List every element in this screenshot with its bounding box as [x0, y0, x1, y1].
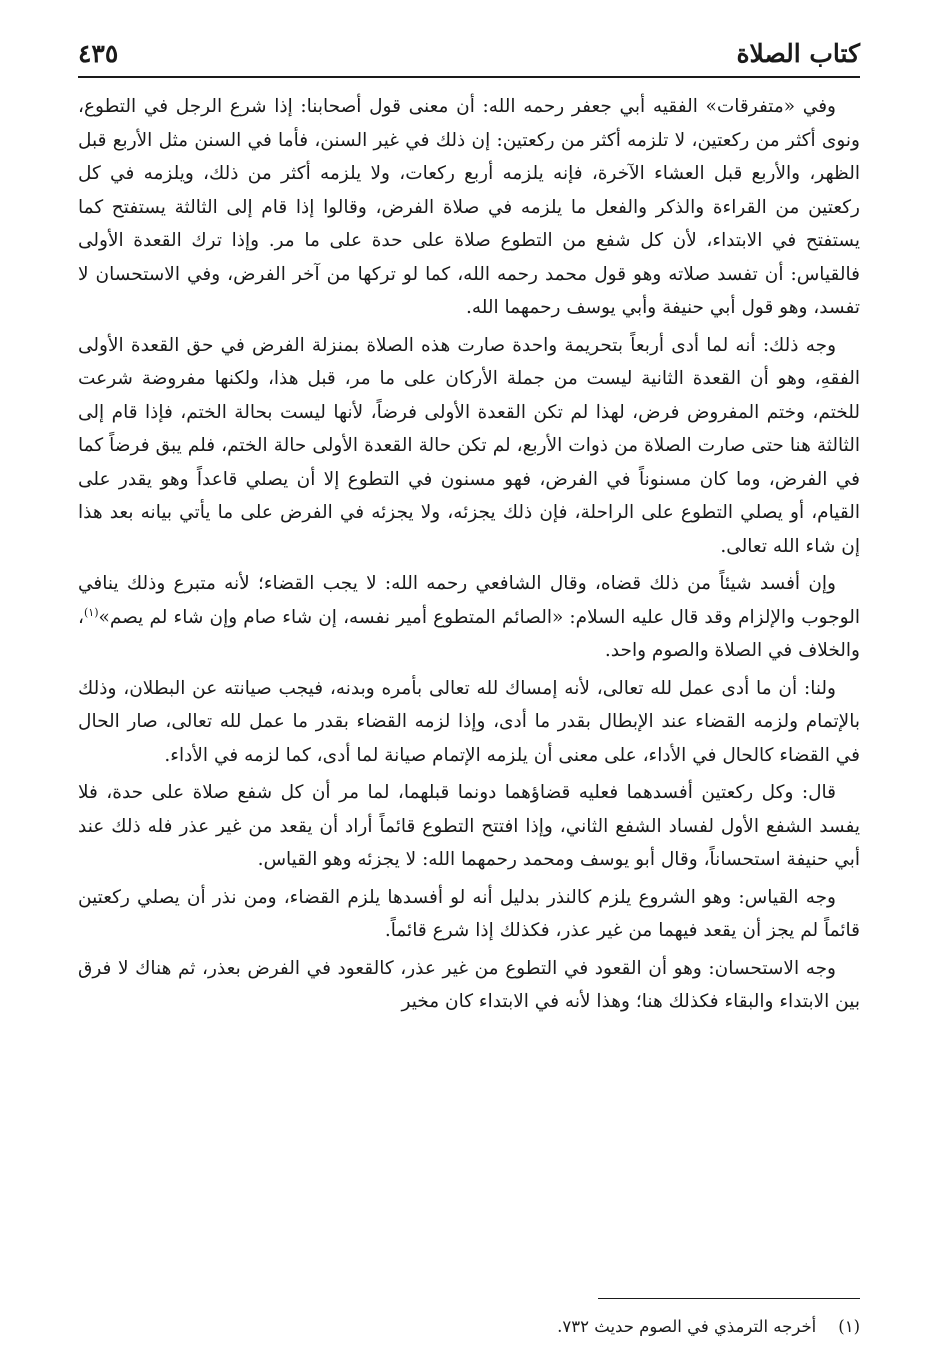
paragraph-7: وجه الاستحسان: وهو أن القعود في التطوع من غير عذر، كالقعود في الفرض بعذر، ثم هناك لا فرق بين الابتداء والبقاء فكذلك هنا؛ وهذا لأنه في الابتداء كان مخير: [78, 957, 860, 1012]
paragraph-3-text: وإن أفسد شيئاً من ذلك قضاه، وقال الشافعي رحمه الله: لا يجب القضاء؛ لأنه متبرع وذلك ينافي الوجوب والإلزام وقد قال عليه السلام: «الصائم المتطوع أمير نفسه، إن شاء صام وإن شاء لم يصم»: [78, 573, 860, 628]
footnote: [557, 1314, 860, 1340]
page-header: [78, 28, 860, 72]
paragraph-2: وجه ذلك: أنه لما أدى أربعاً بتحريمة واحدة صارت هذه الصلاة بمنزلة الفرض في حق القعدة الأولى الفقهِ، وهو أن القعدة الثانية ليست من جملة الأركان على ما مر، قبل هذا، ولكنها مفروضة شرعت للختم، وختم المفروض فرض، لهذا لم تكن القعدة الأولى فرضاً، لأنها ليست بحالة الختم، فإذا قام إلى الثالثة هنا حتى صارت الصلاة من ذوات الأربع، لم تكن حالة القعدة الأولى حالة الختم، فلم يبق فرضاً كما في الفرض، وما كان مسنوناً في الفرض، فهو مسنون في التطوع إلا أن يصلي قاعداً وهو يقدر على القيام، أو يصلي التطوع على الراحلة، فإن ذلك يجزئه، ولا يجزئه في الفرض على ما يأتي بيانه بعد هذا إن شاء الله تعالى.: [78, 334, 860, 557]
footnote-number: (١): [838, 1317, 860, 1336]
paragraph-5: قال: وكل ركعتين أفسدهما فعليه قضاؤهما دونما قبلهما، لما مر أن كل شفع صلاة على حدة، فلا يفسد الشفع الأول لفساد الشفع الثاني، وإذا افتتح التطوع قائماً أراد أن يقعد من غير عذر فله ذلك عند أبي حنيفة استحساناً، وقال أبو يوسف ومحمد رحمهما الله: لا يجزئه وهو القياس.: [78, 782, 860, 870]
header-rule: [78, 76, 860, 78]
paragraph-3: [78, 567, 860, 668]
paragraph-6: وجه القياس: وهو الشروع يلزم كالنذر بدليل أنه لو أفسدها يلزم القضاء، ومن نذر أن يصلي ركعتين قائماً لم يجز أن يقعد فيهما من غير عذر، فكذلك إذا شرع قائماً.: [78, 886, 860, 941]
footnote-text: أخرجه الترمذي في الصوم حديث ٧٣٢.: [557, 1317, 817, 1336]
footnote-reference[interactable]: (١): [83, 605, 99, 619]
page-number: ٤٣٥: [78, 39, 119, 68]
book-page: [78, 28, 860, 1348]
paragraph-4: ولنا: أن ما أدى عمل لله تعالى، لأنه إمساك لله تعالى بأمره وبدنه، فيجب صيانته عن البطلان، وذلك بالإتمام ولزمه القضاء عند الإبطال بقدر ما أدى، وإذا لزمه القضاء بقدر ما عمل لله تعالى، صار الحال في القضاء كالحال في الأداء، على معنى أن يلزمه الإتمام صيانة لما أدى، كما لزمه في الأداء.: [78, 677, 860, 766]
footnote-rule: [598, 1298, 860, 1299]
paragraph-3-text-end: ، والخلاف في الصلاة والصوم واحد.: [78, 606, 860, 661]
running-title: كتاب الصلاة: [736, 39, 860, 68]
paragraph-1: وفي «متفرقات» الفقيه أبي جعفر رحمه الله: أن معنى قول أصحابنا: إذا شرع الرجل في التطوع، ونوى أكثر من ركعتين، لا تلزمه أكثر من ركعتين: إن ذلك في غير السنن، فأما في السنن مثل الأربع قبل الظهر، والأربع قبل العشاء الآخرة، فإنه يلزمه أربع ركعات، ولا يلزمه أكثر من ذلك، ويلزمه في كل ركعتين من القراءة والذكر والفعل ما يلزمه في صلاة الفرض، وقالوا إذا قام إلى الثالثة يستفتح كما يستفتح في الابتداء، لأن كل شفع من التطوع صلاة على حدة على ما مر. وإذا ترك القعدة الأولى فالقياس: أن تفسد صلاته وهو قول محمد رحمه الله، كما لو تركها من آخر الفرض، وفي الاستحسان لا تفسد، وهو قول أبي حنيفة وأبي يوسف رحمهما الله.: [78, 96, 860, 318]
main-text: [78, 90, 860, 1019]
